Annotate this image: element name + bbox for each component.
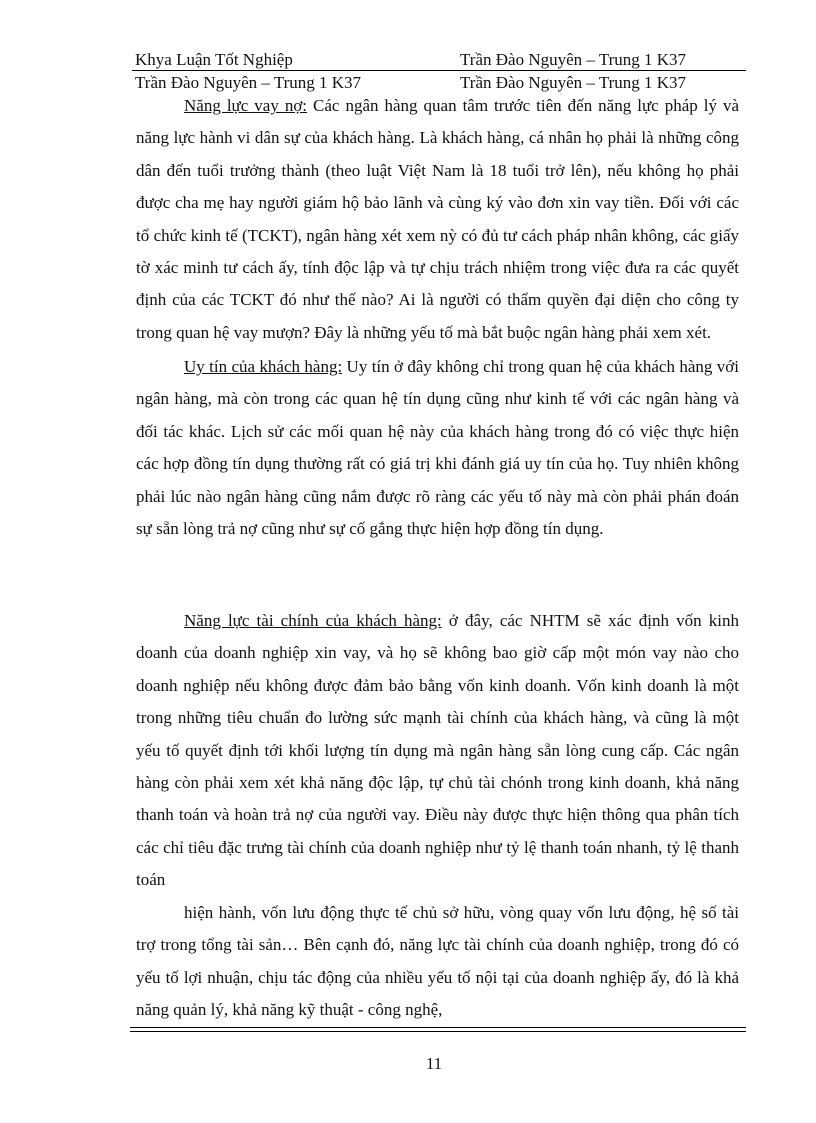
header-rule <box>132 70 746 71</box>
paragraph-borrowing-capacity <box>136 90 739 349</box>
footer-rule-bottom <box>130 1031 746 1032</box>
running-header-top <box>135 50 745 70</box>
paragraph-heading: Uy tín của khách hàng: <box>184 357 343 376</box>
paragraph-financial-capacity <box>136 605 739 897</box>
paragraph-heading: Năng lực tài chính của khách hàng: <box>184 611 442 630</box>
paragraph-text: Các ngân hàng quan tâm trước tiên đến năng lực pháp lý và năng lực hành vi dân sự của khách hàng. Là khách hàng, cá nhân họ phải là những công dân đến tuổi trưởng thành (theo luật Việt Nam là 18 tuổi trở lên), nếu không họ phải được cha mẹ hay người giám hộ bảo lãnh và cùng ký vào đơn xin vay tiền. Đối với các tổ chức kinh tế (TCKT), ngân hàng xét xem nỳ có đủ tư cách pháp nhân không, các giấy tờ xác minh tư cách ấy, tính độc lập và tự chịu trách nhiệm trong việc đưa ra các quyết định của các TCKT đó như thế nào? Ai là người có thẩm quyền đại diện cho công ty trong quan hệ vay mượn? Đây là những yếu tố mà bắt buộc ngân hàng phải xem xét. <box>136 96 739 342</box>
paragraph-text: Uy tín ở đây không chỉ trong quan hệ của khách hàng với ngân hàng, mà còn trong các quan hệ tín dụng cũng như kinh tế với các ngân hàng và đối tác khác. Lịch sử các mối quan hệ này của khách hàng trong đó có việc thực hiện các hợp đồng tín dụng thường rất có giá trị khi đánh giá uy tín của họ. Tuy nhiên không phải lúc nào ngân hàng cũng nắm được rõ ràng các yếu tố này mà còn phải phán đoán sự sẵn lòng trả nợ cũng như sự cố gắng thực hiện hợp đồng tín dụng. <box>136 357 739 539</box>
page-number: 11 <box>425 1054 443 1073</box>
paragraph-heading: Năng lực vay nợ: <box>184 96 308 115</box>
paragraph-customer-reputation <box>136 351 739 545</box>
paragraph-continuation <box>136 897 739 1027</box>
paragraph-text: hiện hành, vốn lưu động thực tế chủ sở hữu, vòng quay vốn lưu động, hệ số tài trợ trong tổng tài sản… Bên cạnh đó, năng lực tài chính của doanh nghiệp, trong đó có yếu tố lợi nhuận, chịu tác động của nhiều yếu tố nội tại của doanh nghiệp ấy, đó là khả năng quản lý, khả năng kỹ thuật - công nghệ, <box>136 903 739 1020</box>
header-author-top: Trần Đào Nguyên – Trung 1 K37 <box>460 50 687 69</box>
footer-rule-top <box>130 1027 746 1028</box>
header-thesis-title: Khya Luận Tốt Nghiệp <box>135 50 293 69</box>
header-author-right: Trần Đào Nguyên – Trung 1 K37 <box>460 73 687 92</box>
paragraph-text: ở đây, các NHTM sẽ xác định vốn kinh doanh của doanh nghiệp xin vay, và họ sẽ không bao giờ cấp một món vay nào cho doanh nghiệp nếu không được đảm bảo bằng vốn kinh doanh. Vốn kinh doanh là một trong những tiêu chuẩn đo lường sức mạnh tài chính của khách hàng, và cũng là một yếu tố quyết định tới khối lượng tín dụng mà ngân hàng sẵn lòng cung cấp. Các ngân hàng còn phải xem xét khả năng độc lập, tự chủ tài chónh trong kinh doanh, khả năng thanh toán và hoàn trả nợ của người vay. Điều này được thực hiện thông qua phân tích các chỉ tiêu đặc trưng tài chính của doanh nghiệp như tỷ lệ thanh toán nhanh, tỷ lệ thanh toán <box>136 611 739 890</box>
header-author-left: Trần Đào Nguyên – Trung 1 K37 <box>135 73 362 92</box>
